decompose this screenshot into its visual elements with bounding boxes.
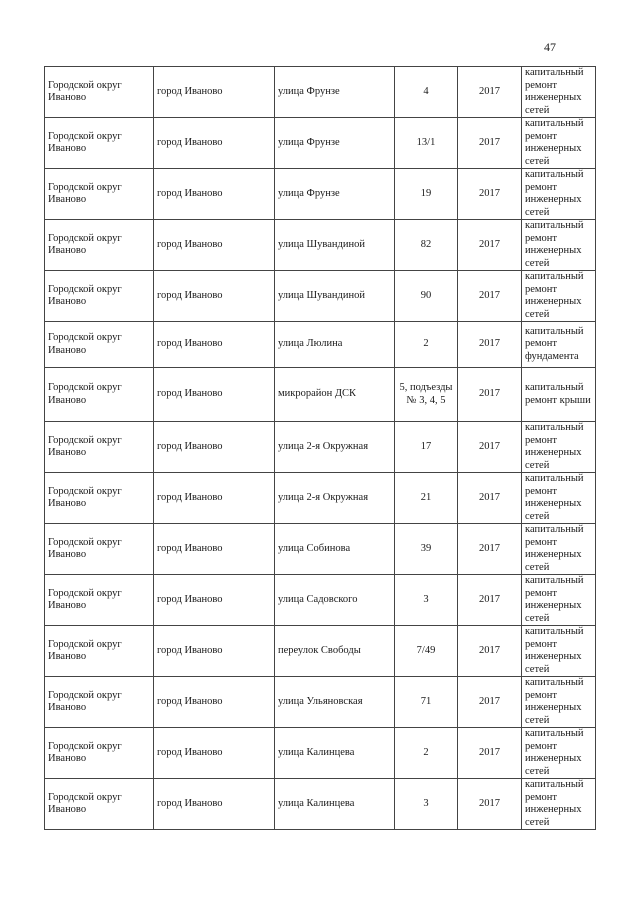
house-number-cell: 3 [395, 779, 458, 830]
house-number-cell: 5, подъезды № 3, 4, 5 [395, 368, 458, 422]
year-cell: 2017 [458, 422, 522, 473]
work-type-cell: капитальный ремонт инженерных сетей [522, 220, 596, 271]
municipality-cell: Городской округ Иваново [45, 524, 154, 575]
street-cell: улица Ульяновская [275, 677, 395, 728]
work-type-cell: капитальный ремонт инженерных сетей [522, 271, 596, 322]
table-row [45, 728, 596, 779]
settlement-cell: город Иваново [154, 368, 275, 422]
table-row [45, 368, 596, 422]
table-row [45, 322, 596, 368]
settlement-cell: город Иваново [154, 728, 275, 779]
street-cell: улица Калинцева [275, 779, 395, 830]
table-row [45, 677, 596, 728]
year-cell: 2017 [458, 728, 522, 779]
settlement-cell: город Иваново [154, 220, 275, 271]
settlement-cell: город Иваново [154, 575, 275, 626]
work-type-cell: капитальный ремонт инженерных сетей [522, 473, 596, 524]
table-row [45, 67, 596, 118]
house-number-cell: 7/49 [395, 626, 458, 677]
settlement-cell: город Иваново [154, 169, 275, 220]
house-number-cell: 3 [395, 575, 458, 626]
municipality-cell: Городской округ Иваново [45, 368, 154, 422]
work-type-cell: капитальный ремонт инженерных сетей [522, 677, 596, 728]
house-number-cell: 21 [395, 473, 458, 524]
street-cell: улица Собинова [275, 524, 395, 575]
street-cell: улица Фрунзе [275, 67, 395, 118]
work-type-cell: капитальный ремонт инженерных сетей [522, 626, 596, 677]
work-type-cell: капитальный ремонт фундамента [522, 322, 596, 368]
year-cell: 2017 [458, 575, 522, 626]
year-cell: 2017 [458, 220, 522, 271]
street-cell: улица Калинцева [275, 728, 395, 779]
year-cell: 2017 [458, 473, 522, 524]
registry-table [44, 66, 596, 830]
municipality-cell: Городской округ Иваново [45, 473, 154, 524]
settlement-cell: город Иваново [154, 422, 275, 473]
settlement-cell: город Иваново [154, 322, 275, 368]
year-cell: 2017 [458, 368, 522, 422]
work-type-cell: капитальный ремонт инженерных сетей [522, 524, 596, 575]
settlement-cell: город Иваново [154, 626, 275, 677]
table-row [45, 220, 596, 271]
municipality-cell: Городской округ Иваново [45, 575, 154, 626]
year-cell: 2017 [458, 67, 522, 118]
table-row [45, 779, 596, 830]
municipality-cell: Городской округ Иваново [45, 271, 154, 322]
work-type-cell: капитальный ремонт инженерных сетей [522, 422, 596, 473]
year-cell: 2017 [458, 322, 522, 368]
house-number-cell: 2 [395, 322, 458, 368]
street-cell: улица Шувандиной [275, 271, 395, 322]
table-row [45, 118, 596, 169]
year-cell: 2017 [458, 677, 522, 728]
street-cell: улица 2-я Окружная [275, 473, 395, 524]
municipality-cell: Городской округ Иваново [45, 220, 154, 271]
work-type-cell: капитальный ремонт инженерных сетей [522, 575, 596, 626]
street-cell: улица 2-я Окружная [275, 422, 395, 473]
house-number-cell: 39 [395, 524, 458, 575]
settlement-cell: город Иваново [154, 473, 275, 524]
settlement-cell: город Иваново [154, 524, 275, 575]
house-number-cell: 19 [395, 169, 458, 220]
house-number-cell: 13/1 [395, 118, 458, 169]
year-cell: 2017 [458, 118, 522, 169]
house-number-cell: 82 [395, 220, 458, 271]
table-row [45, 524, 596, 575]
page-number: 47 [544, 40, 556, 54]
year-cell: 2017 [458, 524, 522, 575]
street-cell: улица Люлина [275, 322, 395, 368]
house-number-cell: 2 [395, 728, 458, 779]
year-cell: 2017 [458, 271, 522, 322]
work-type-cell: капитальный ремонт инженерных сетей [522, 67, 596, 118]
year-cell: 2017 [458, 626, 522, 677]
settlement-cell: город Иваново [154, 67, 275, 118]
house-number-cell: 4 [395, 67, 458, 118]
house-number-cell: 71 [395, 677, 458, 728]
work-type-cell: капитальный ремонт крыши [522, 368, 596, 422]
work-type-cell: капитальный ремонт инженерных сетей [522, 169, 596, 220]
table-row [45, 271, 596, 322]
table-row [45, 169, 596, 220]
table-row [45, 422, 596, 473]
work-type-cell: капитальный ремонт инженерных сетей [522, 118, 596, 169]
street-cell: улица Фрунзе [275, 169, 395, 220]
municipality-cell: Городской округ Иваново [45, 169, 154, 220]
municipality-cell: Городской округ Иваново [45, 779, 154, 830]
municipality-cell: Городской округ Иваново [45, 322, 154, 368]
work-type-cell: капитальный ремонт инженерных сетей [522, 779, 596, 830]
municipality-cell: Городской округ Иваново [45, 728, 154, 779]
table-row [45, 473, 596, 524]
house-number-cell: 90 [395, 271, 458, 322]
house-number-cell: 17 [395, 422, 458, 473]
table-row [45, 626, 596, 677]
street-cell: переулок Свободы [275, 626, 395, 677]
municipality-cell: Городской округ Иваново [45, 67, 154, 118]
registry-table-body [45, 67, 596, 830]
table-row [45, 575, 596, 626]
year-cell: 2017 [458, 169, 522, 220]
municipality-cell: Городской округ Иваново [45, 626, 154, 677]
settlement-cell: город Иваново [154, 118, 275, 169]
settlement-cell: город Иваново [154, 677, 275, 728]
work-type-cell: капитальный ремонт инженерных сетей [522, 728, 596, 779]
settlement-cell: город Иваново [154, 271, 275, 322]
municipality-cell: Городской округ Иваново [45, 118, 154, 169]
year-cell: 2017 [458, 779, 522, 830]
street-cell: улица Садовского [275, 575, 395, 626]
street-cell: микрорайон ДСК [275, 368, 395, 422]
street-cell: улица Шувандиной [275, 220, 395, 271]
settlement-cell: город Иваново [154, 779, 275, 830]
municipality-cell: Городской округ Иваново [45, 422, 154, 473]
street-cell: улица Фрунзе [275, 118, 395, 169]
municipality-cell: Городской округ Иваново [45, 677, 154, 728]
